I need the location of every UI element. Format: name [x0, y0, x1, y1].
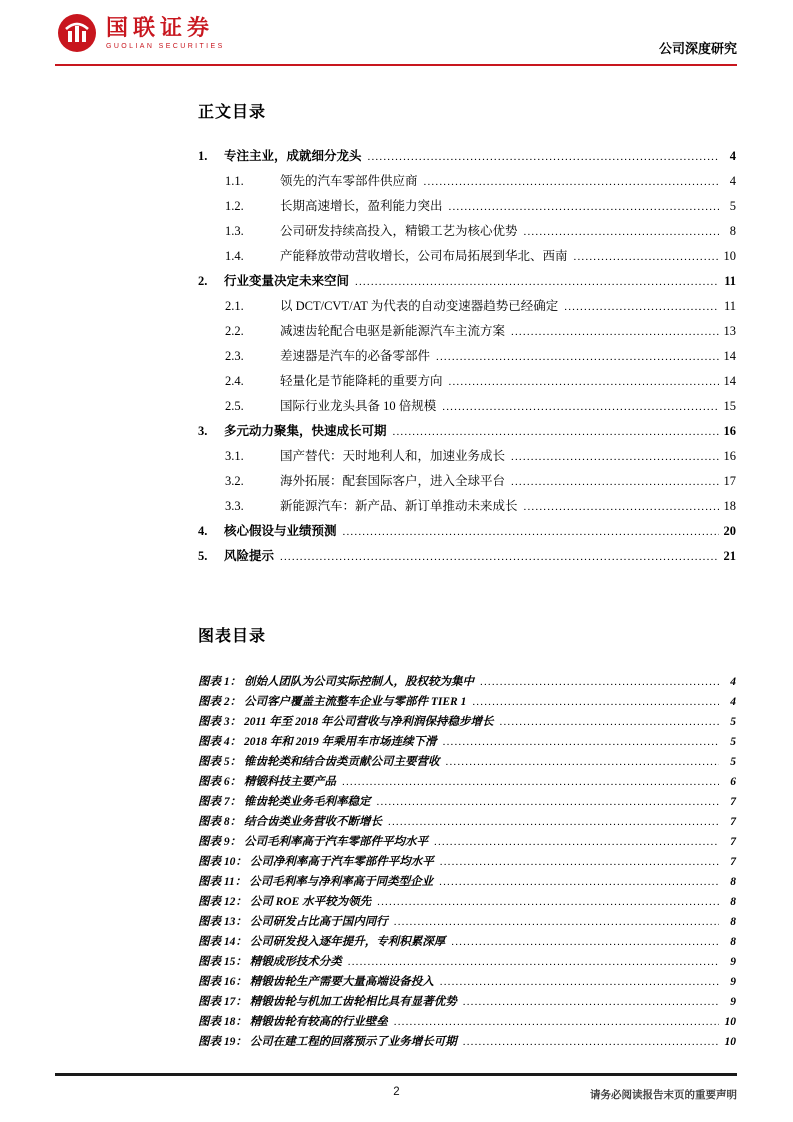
toc-entry-page: 4 — [729, 174, 736, 188]
figure-entry[interactable] — [198, 776, 736, 790]
figure-entry-page: 10 — [724, 1036, 736, 1048]
figure-entry-page: 7 — [730, 856, 736, 868]
toc-entry[interactable] — [198, 299, 736, 315]
leader-dots — [451, 936, 719, 950]
toc-entry-label: 专注主业，成就细分龙头 — [224, 149, 362, 163]
toc-entry-label: 海外拓展：配套国际客户，进入全球平台 — [280, 474, 506, 488]
main-toc-list — [198, 149, 736, 565]
toc-entry-label: 核心假设与业绩预测 — [224, 524, 337, 538]
figure-entry[interactable] — [198, 756, 736, 770]
toc-entry[interactable] — [198, 474, 736, 490]
leader-dots — [355, 274, 719, 290]
leader-dots — [500, 716, 720, 730]
toc-entry[interactable] — [198, 449, 736, 465]
figure-entry-page: 4 — [730, 676, 736, 688]
figure-entry-label: 图表 19： 公司在建工程的回落预示了业务增长可期 — [198, 1036, 457, 1048]
toc-entry-label: 国际行业龙头具备 10 倍规模 — [280, 399, 437, 413]
toc-entry-page: 20 — [723, 524, 736, 538]
company-logo — [57, 13, 225, 53]
figure-entry[interactable] — [198, 696, 736, 710]
leader-dots — [280, 549, 719, 565]
figure-entry-page: 4 — [730, 696, 736, 708]
toc-entry-number: 1.1. — [225, 174, 244, 188]
figure-entry-page: 9 — [730, 956, 736, 968]
toc-entry-number: 2. — [198, 274, 208, 288]
leader-dots — [511, 474, 719, 490]
logo-name-cn: 国联证券 — [106, 15, 215, 41]
leader-dots — [394, 1016, 719, 1030]
toc-entry-page: 16 — [723, 449, 736, 463]
figure-entry-label: 图表 16： 精锻齿轮生产需要大量高端设备投入 — [198, 976, 434, 988]
leader-dots — [424, 174, 719, 190]
figure-entry-label: 图表 10： 公司净利率高于汽车零部件平均水平 — [198, 856, 434, 868]
toc-entry[interactable] — [198, 424, 736, 440]
logo-text — [106, 16, 225, 49]
leader-dots — [388, 816, 719, 830]
toc-entry-number: 2.5. — [225, 399, 244, 413]
figure-entry-page: 8 — [730, 896, 736, 908]
toc-entry-number: 4. — [198, 524, 208, 538]
figure-entry-label: 图表 1： 创始人团队为公司实际控制人，股权较为集中 — [198, 676, 474, 688]
figure-entry-label: 图表 13： 公司研发占比高于国内同行 — [198, 916, 388, 928]
figure-entry-label: 图表 7： 锥齿轮类业务毛利率稳定 — [198, 796, 371, 808]
toc-content — [198, 99, 736, 1056]
figure-entry-page: 5 — [730, 736, 736, 748]
toc-entry-label: 领先的汽车零部件供应商 — [280, 174, 418, 188]
toc-entry-label: 风险提示 — [224, 549, 275, 563]
toc-entry-label: 多元动力聚集，快速成长可期 — [224, 424, 387, 438]
figure-entry-label: 图表 12： 公司 ROE 水平较为领先 — [198, 896, 372, 908]
toc-entry-number: 2.3. — [225, 349, 244, 363]
logo-emblem-icon — [57, 13, 97, 53]
leader-dots — [342, 776, 719, 790]
toc-entry-page: 5 — [729, 199, 736, 213]
leader-dots — [574, 249, 719, 265]
toc-entry-page: 10 — [723, 249, 736, 263]
toc-entry-number: 1.3. — [225, 224, 244, 238]
toc-entry-number: 3.1. — [225, 449, 244, 463]
figure-entry-page: 8 — [730, 916, 736, 928]
figure-entry[interactable] — [198, 676, 736, 690]
report-type-label: 公司深度研究 — [658, 41, 737, 56]
leader-dots — [377, 796, 720, 810]
toc-entry[interactable] — [198, 224, 736, 240]
figure-entry-page: 7 — [730, 796, 736, 808]
toc-entry-number: 5. — [198, 549, 208, 563]
toc-entry-number: 3. — [198, 424, 208, 438]
leader-dots — [443, 736, 719, 750]
main-toc-title: 正文目录 — [198, 104, 267, 121]
figure-entry-page: 9 — [730, 976, 736, 988]
figure-entry-label: 图表 18： 精锻齿轮有较高的行业壁垒 — [198, 1016, 388, 1028]
footer-divider — [55, 1073, 737, 1076]
figure-entry-label: 图表 3： 2011 年至 2018 年公司营收与净利润保持稳步增长 — [198, 716, 494, 728]
toc-entry[interactable] — [198, 549, 736, 565]
figure-entry[interactable] — [198, 916, 736, 930]
toc-entry[interactable] — [198, 324, 736, 340]
figure-entry-label: 图表 2： 公司客户覆盖主流整车企业与零部件 TIER 1 — [198, 696, 467, 708]
leader-dots — [472, 696, 719, 710]
toc-entry-page: 4 — [729, 149, 736, 163]
figure-entry-label: 图表 8： 结合齿类业务营收不断增长 — [198, 816, 382, 828]
toc-entry-number: 1.4. — [225, 249, 244, 263]
toc-entry-label: 公司研发持续高投入，精锻工艺为核心优势 — [280, 224, 518, 238]
logo-name-en: GUOLIAN SECURITIES — [106, 42, 225, 50]
toc-entry-number: 2.4. — [225, 374, 244, 388]
figure-entry-page: 8 — [730, 876, 736, 888]
leader-dots — [442, 399, 719, 415]
toc-entry-label: 国产替代：天时地利人和，加速业务成长 — [280, 449, 506, 463]
report-header — [57, 13, 737, 57]
toc-entry-number: 1.2. — [225, 199, 244, 213]
figure-entry-page: 10 — [724, 1016, 736, 1028]
figure-entry-label: 图表 15： 精锻成形技术分类 — [198, 956, 342, 968]
figure-entry-label: 图表 6： 精锻科技主要产品 — [198, 776, 336, 788]
leader-dots — [463, 1036, 719, 1050]
toc-entry-page: 15 — [723, 399, 736, 413]
figure-entry-label: 图表 5： 锥齿轮类和结合齿类贡献公司主要营收 — [198, 756, 440, 768]
toc-entry[interactable] — [198, 374, 736, 390]
leader-dots — [440, 856, 719, 870]
toc-entry-label: 以 DCT/CVT/AT 为代表的自动变速器趋势已经确定 — [280, 299, 559, 313]
leader-dots — [524, 499, 719, 515]
figure-entry[interactable] — [198, 836, 736, 850]
toc-entry[interactable] — [198, 174, 736, 190]
figure-entry-label: 图表 14： 公司研发投入逐年提升，专利积累深厚 — [198, 936, 446, 948]
figure-entry-label: 图表 11： 公司毛利率与净利率高于同类型企业 — [198, 876, 434, 888]
footer-disclaimer: 请务必阅读报告末页的重要声明 — [590, 1089, 737, 1101]
toc-entry[interactable] — [198, 274, 736, 290]
figure-toc-list — [198, 676, 736, 1050]
toc-entry[interactable] — [198, 149, 736, 165]
toc-entry[interactable] — [198, 399, 736, 415]
figure-entry[interactable] — [198, 956, 736, 970]
leader-dots — [343, 524, 719, 540]
page-number: 2 — [393, 1086, 400, 1098]
figure-entry-page: 8 — [730, 936, 736, 948]
leader-dots — [436, 349, 719, 365]
toc-entry-page: 17 — [723, 474, 736, 488]
figure-toc-title: 图表目录 — [198, 628, 267, 645]
leader-dots — [440, 976, 719, 990]
toc-entry[interactable] — [198, 499, 736, 515]
figure-entry[interactable] — [198, 976, 736, 990]
figure-entry[interactable] — [198, 936, 736, 950]
leader-dots — [480, 676, 719, 690]
figure-entry-label: 图表 9： 公司毛利率高于汽车零部件平均水平 — [198, 836, 428, 848]
figure-entry[interactable] — [198, 816, 736, 830]
leader-dots — [524, 224, 719, 240]
figure-entry[interactable] — [198, 876, 736, 890]
leader-dots — [394, 916, 719, 930]
figure-entry[interactable] — [198, 1036, 736, 1050]
figure-entry[interactable] — [198, 716, 736, 730]
figure-entry[interactable] — [198, 1016, 736, 1030]
toc-entry[interactable] — [198, 249, 736, 265]
figure-entry[interactable] — [198, 796, 736, 810]
toc-entry-page: 13 — [723, 324, 736, 338]
toc-entry-page: 18 — [723, 499, 736, 513]
figure-entry-page: 9 — [730, 996, 736, 1008]
leader-dots — [377, 896, 719, 910]
leader-dots — [446, 756, 720, 770]
figure-entry-label: 图表 17： 精锻齿轮与机加工齿轮相比具有显著优势 — [198, 996, 457, 1008]
figure-entry-label: 图表 4： 2018 年和 2019 年乘用车市场连续下滑 — [198, 736, 437, 748]
figure-entry-page: 6 — [730, 776, 736, 788]
toc-entry-page: 16 — [723, 424, 736, 438]
toc-entry-number: 2.1. — [225, 299, 244, 313]
toc-entry-label: 轻量化是节能降耗的重要方向 — [280, 374, 443, 388]
toc-entry-label: 新能源汽车：新产品、新订单推动未来成长 — [280, 499, 518, 513]
leader-dots — [449, 374, 719, 390]
toc-entry-number: 1. — [198, 149, 208, 163]
leader-dots — [393, 424, 719, 440]
figure-entry-page: 7 — [730, 816, 736, 828]
leader-dots — [511, 324, 719, 340]
leader-dots — [511, 449, 719, 465]
leader-dots — [449, 199, 719, 215]
leader-dots — [348, 956, 719, 970]
toc-entry-number: 3.2. — [225, 474, 244, 488]
toc-entry-label: 行业变量决定未来空间 — [224, 274, 350, 288]
leader-dots — [439, 876, 719, 890]
leader-dots — [434, 836, 719, 850]
toc-entry-number: 3.3. — [225, 499, 244, 513]
toc-entry-page: 14 — [723, 374, 736, 388]
figure-entry-page: 7 — [730, 836, 736, 848]
figure-entry[interactable] — [198, 996, 736, 1010]
toc-entry-page: 11 — [723, 299, 736, 313]
toc-entry-page: 8 — [729, 224, 736, 238]
toc-entry-label: 差速器是汽车的必备零部件 — [280, 349, 431, 363]
figure-entry[interactable] — [198, 856, 736, 870]
figure-entry-page: 5 — [730, 716, 736, 728]
toc-entry-label: 减速齿轮配合电驱是新能源汽车主流方案 — [280, 324, 506, 338]
leader-dots — [564, 299, 719, 315]
leader-dots — [368, 149, 719, 165]
toc-entry-label: 产能释放带动营收增长，公司布局拓展到华北、西南 — [280, 249, 568, 263]
header-divider — [55, 64, 737, 66]
figure-entry[interactable] — [198, 896, 736, 910]
toc-entry-number: 2.2. — [225, 324, 244, 338]
toc-entry[interactable] — [198, 524, 736, 540]
toc-entry[interactable] — [198, 199, 736, 215]
figure-entry-page: 5 — [730, 756, 736, 768]
figure-entry[interactable] — [198, 736, 736, 750]
toc-entry-label: 长期高速增长，盈利能力突出 — [280, 199, 443, 213]
toc-entry-page: 21 — [723, 549, 736, 563]
toc-entry-page: 14 — [723, 349, 736, 363]
toc-entry-page: 11 — [724, 274, 736, 288]
toc-entry[interactable] — [198, 349, 736, 365]
leader-dots — [463, 996, 719, 1010]
